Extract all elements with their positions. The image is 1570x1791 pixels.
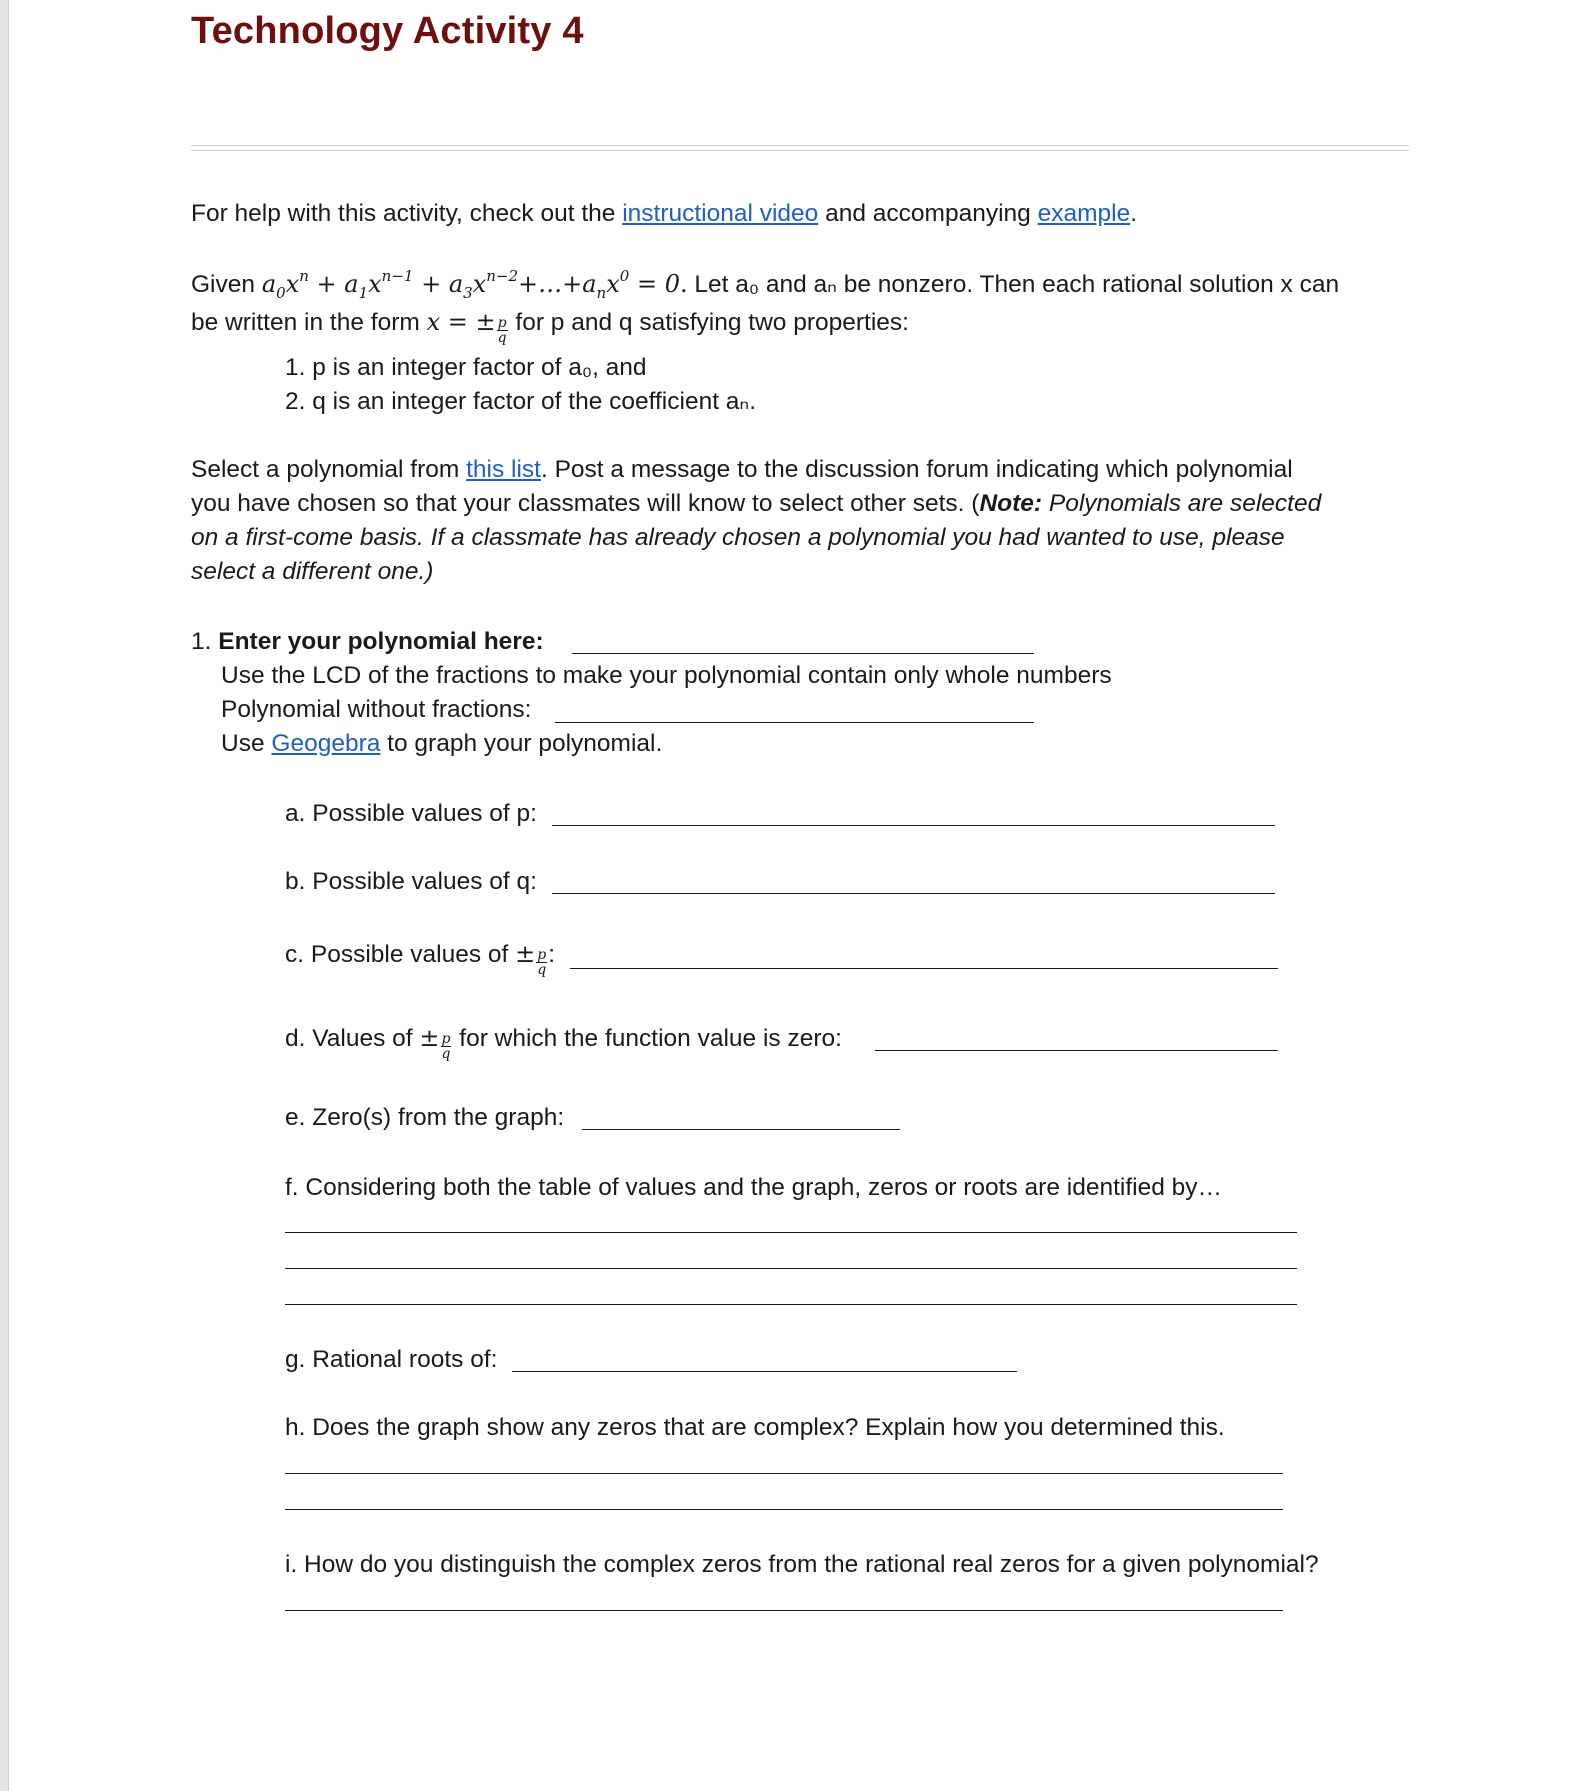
this-list-link[interactable]: this list [466,456,541,483]
polynomial-equation: $a_0x^n + a_1x^{n-1}$ + $a_3x^{n-2}+\dots+a_nx^0 = 0$. [261,267,688,302]
part-h-label: h. Does the graph show any zeros that are complex? Explain how you determined this. [285,1414,1225,1441]
geogebra-instruction: Use Geogebra to graph your polynomial. [221,730,663,757]
page-edge [0,0,8,1791]
property-1: 1. p is an integer factor of a₀, and [285,354,647,381]
part-b-label: b. Possible values of q: [285,868,537,895]
part-f-answer-line-3[interactable] [285,1304,1297,1305]
instructional-video-link[interactable]: instructional video [622,200,819,227]
part-d-answer-line[interactable] [875,1050,1278,1051]
select-line-4: select a different one.) [191,558,434,585]
property-2: 2. q is an integer factor of the coefficient aₙ. [285,388,757,415]
no-fractions-input-line[interactable] [555,722,1034,723]
note-label: Note: [979,490,1043,517]
p-over-q-fraction: $\frac{p}{q}$ [497,315,507,346]
part-f-label: f. Considering both the table of values and the graph, zeros or roots are identified by… [285,1174,1223,1201]
given-line-1: Given $a_0x^n + a_1x^{n-1}$ + $a_3x^{n-2}+\dots+a_nx^0 = 0$. Let a₀ and aₙ be nonzero. Then each rational solution x can [191,267,1340,302]
part-b-answer-line[interactable] [552,893,1275,894]
example-link[interactable]: example [1037,200,1131,227]
polynomial-input-line[interactable] [572,653,1034,654]
part-a-label: a. Possible values of p: [285,800,537,827]
given-line-2: be written in the form x = ± $\frac{p}{q}$ for p and q satisfying two properties: [191,308,909,346]
geogebra-link[interactable]: Geogebra [271,730,381,757]
part-h-answer-line-2[interactable] [285,1509,1283,1510]
part-c-label: c. Possible values of ± $\frac{p}{q}$ : [285,940,556,978]
title-divider [191,145,1409,151]
part-g-label: g. Rational roots of: [285,1346,498,1373]
part-i-answer-line[interactable] [285,1610,1283,1611]
part-c-answer-line[interactable] [570,968,1278,969]
no-fractions-label: Polynomial without fractions: [221,696,532,723]
help-paragraph: For help with this activity, check out the instructional video and accompanying example. [191,200,1138,227]
part-f-answer-line-1[interactable] [285,1232,1297,1233]
part-i-label: i. How do you distinguish the complex zeros from the rational real zeros for a given polynomial? [285,1551,1319,1578]
select-line-2: you have chosen so that your classmates will know to select other sets. (Note: Polynomials are selected [191,490,1322,517]
part-d-label: d. Values of ± $\frac{p}{q}$ for which the function value is zero: [285,1024,842,1062]
lcd-instruction: Use the LCD of the fractions to make your polynomial contain only whole numbers [221,662,1112,689]
select-line-1: Select a polynomial from this list. Post a message to the discussion forum indicating which polynomial [191,456,1293,483]
part-h-answer-line-1[interactable] [285,1473,1283,1474]
question-1-label: 1. Enter your polynomial here: [191,628,544,655]
part-a-answer-line[interactable] [552,825,1275,826]
part-f-answer-line-2[interactable] [285,1268,1297,1269]
select-line-3: on a first-come basis. If a classmate has already chosen a polynomial you had wanted to use, please [191,524,1285,551]
part-g-answer-line[interactable] [512,1371,1017,1372]
page-edge-line [8,0,9,1791]
part-e-answer-line[interactable] [582,1129,900,1130]
part-e-label: e. Zero(s) from the graph: [285,1104,565,1131]
page-title: Technology Activity 4 [191,10,584,52]
